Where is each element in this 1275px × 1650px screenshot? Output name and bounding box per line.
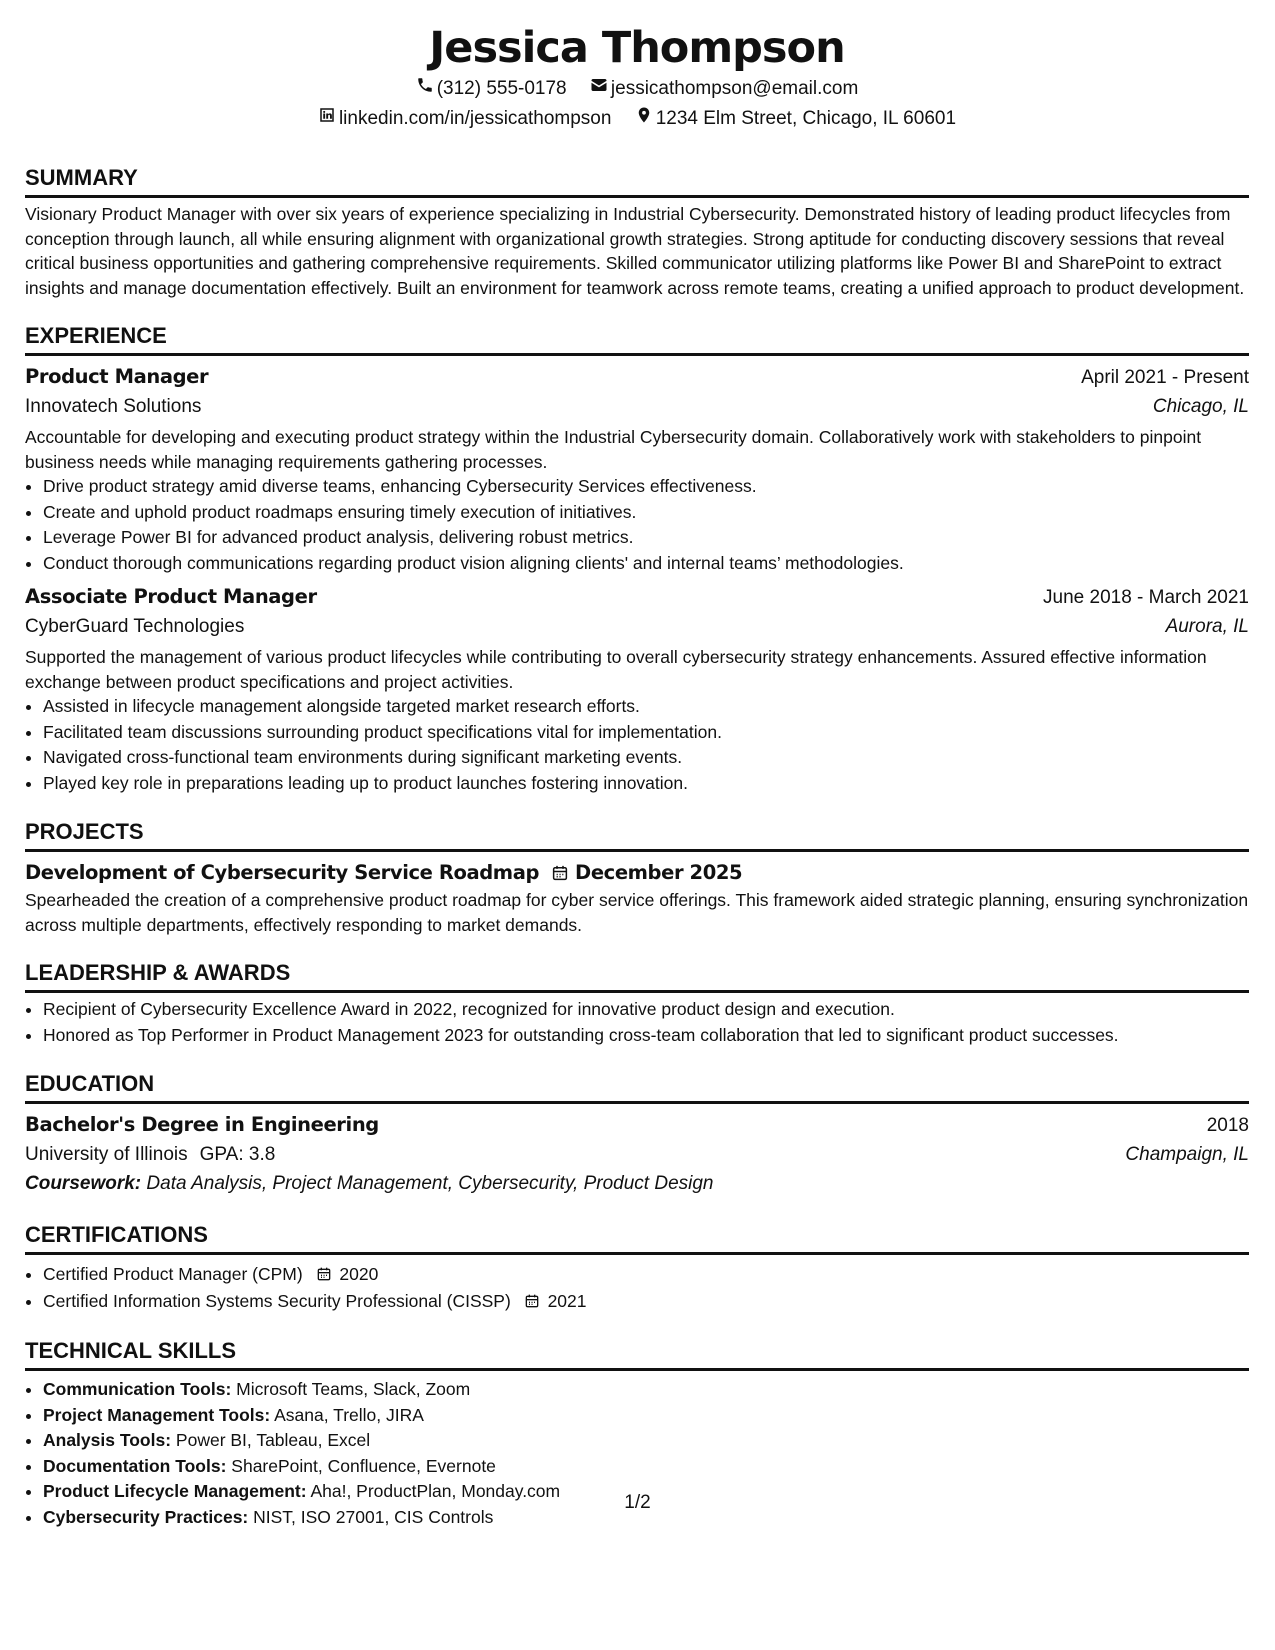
leadership-section (25, 959, 1249, 1048)
list-item: • Navigated cross-functional team environments during significant marketing events. (43, 745, 1249, 771)
section-title: EXPERIENCE (25, 322, 1249, 356)
coursework-label: Coursework: (25, 1173, 142, 1194)
skill-label: Analysis Tools: (43, 1430, 172, 1450)
projects-section (25, 818, 1249, 937)
summary-section (25, 164, 1249, 300)
graduation-year: 2018 (1206, 1115, 1249, 1136)
list-item (43, 1403, 1249, 1429)
email-text[interactable]: jessicathompson@email.com (610, 78, 859, 99)
job-description: Supported the management of various product lifecycles while contributing to overall cybersecurity strategy enhancements. Assured effective information exchange between product specifications and project activities. (25, 647, 1207, 692)
project-header (25, 858, 1249, 888)
degree: Bachelor's Degree in Engineering (25, 1113, 379, 1136)
section-title: LEADERSHIP & AWARDS (25, 959, 1249, 993)
list-item (43, 1288, 1249, 1315)
skill-label: Project Management Tools: (43, 1404, 271, 1425)
resume-page (25, 22, 1249, 1530)
phone-contact (416, 74, 567, 104)
section-title: TECHNICAL SKILLS (25, 1337, 1249, 1371)
contact-row-2 (25, 104, 1249, 134)
map-pin-icon (635, 104, 656, 134)
summary-text: Visionary Product Manager with over six years of experience specializing in Industrial Cybersecurity. Demonstrated history of leading product lifecycles from conception through launch, all while ensuring alignment with organizational growth strategies. Strong aptitude for conducting discovery sessions that reveal critical business opportunities and gathering comprehensive requirements. Skilled communicator utilizing platforms like Power BI and SharePoint to extract insights and manage documentation effectively. Built an environment for teamwork across remote teams, creating a unified approach to product development. (25, 204, 1245, 298)
phone-text: (312) 555-0178 (436, 78, 567, 99)
skill-label: Product Lifecycle Management: (43, 1481, 307, 1501)
linkedin-icon (318, 104, 339, 134)
cert-name: Certified Information Systems Security Professional (CISSP) (43, 1291, 511, 1311)
job-role: Associate Product Manager (25, 585, 317, 608)
experience-section (25, 322, 1249, 796)
certifications-section (25, 1221, 1249, 1315)
list-item: • Leverage Power BI for advanced product analysis, delivering robust metrics. (43, 525, 1249, 551)
calendar-icon (551, 864, 569, 882)
project-date: December 2025 (575, 861, 743, 884)
project-description: Spearheaded the creation of a comprehensive product roadmap for cyber service offerings. This framework aided strategic planning, ensuring synchronization across multiple departments, effectively responding to market demands. (25, 890, 1249, 935)
calendar-icon (316, 1266, 332, 1282)
list-item (43, 1428, 1249, 1454)
job-company: Innovatech Solutions (25, 396, 202, 417)
awards-list (25, 997, 1249, 1048)
job-entry (25, 362, 1249, 576)
linkedin-contact[interactable] (318, 104, 611, 134)
school-name: University of Illinois (25, 1144, 188, 1165)
job-dates: June 2018 - March 2021 (1043, 587, 1249, 608)
section-title: EDUCATION (25, 1070, 1249, 1104)
list-item: • Facilitated team discussions surrounding product specifications vital for implementation. (43, 720, 1249, 746)
job-company: CyberGuard Technologies (25, 616, 245, 637)
certifications-list (25, 1261, 1249, 1315)
address-text: 1234 Elm Street, Chicago, IL 60601 (655, 108, 957, 129)
page-number: 1/2 (624, 1492, 651, 1513)
coursework-list: Data Analysis, Project Management, Cybersecurity, Product Design (146, 1173, 714, 1194)
job-role: Product Manager (25, 365, 209, 388)
skill-label: Communication Tools: (43, 1379, 232, 1399)
cert-year: 2020 (339, 1264, 379, 1284)
project-name: Development of Cybersecurity Service Roadmap (25, 861, 540, 884)
skill-value: Microsoft Teams, Slack, Zoom (236, 1379, 471, 1399)
skill-label: Cybersecurity Practices: (43, 1506, 249, 1527)
school-location: Champaign, IL (1125, 1144, 1249, 1165)
envelope-icon (590, 74, 611, 104)
gpa: GPA: 3.8 (199, 1144, 276, 1165)
list-item: • Recipient of Cybersecurity Excellence Award in 2022, recognized for innovative product design and execution. (43, 997, 1249, 1023)
skill-value: SharePoint, Confluence, Evernote (231, 1455, 496, 1476)
job-location: Aurora, IL (1165, 616, 1249, 637)
skill-value: NIST, ISO 27001, CIS Controls (253, 1506, 494, 1527)
section-title: PROJECTS (25, 818, 1249, 852)
linkedin-text[interactable]: linkedin.com/in/jessicathompson (338, 108, 612, 129)
candidate-name: Jessica Thompson (429, 23, 845, 73)
list-item: • Assisted in lifecycle management alongside targeted market research efforts. (43, 694, 1249, 720)
contact-row-1 (25, 74, 1249, 104)
skill-value: Power BI, Tableau, Excel (175, 1430, 371, 1450)
job-description: Accountable for developing and executing product strategy within the Industrial Cybersecurity domain. Collaboratively work with stakeholders to pinpoint business needs while managing requirements gathering processes. (25, 427, 1202, 472)
job-dates: April 2021 - Present (1081, 367, 1249, 388)
job-bullets (25, 694, 1249, 796)
education-section (25, 1070, 1249, 1199)
list-item: • Drive product strategy amid diverse teams, enhancing Cybersecurity Services effectiveness. (43, 474, 1249, 500)
job-entry (25, 582, 1249, 796)
list-item (43, 1261, 1249, 1288)
coursework (25, 1169, 1249, 1199)
section-title: SUMMARY (25, 164, 1249, 198)
calendar-icon (524, 1293, 540, 1309)
school-line (25, 1141, 275, 1169)
list-item: • Played key role in preparations leading up to product launches fostering innovation. (43, 771, 1249, 797)
list-item: • Conduct thorough communications regarding product vision aligning clients' and internal teams’ methodologies. (43, 551, 1249, 577)
list-item (43, 1454, 1249, 1480)
skill-value: Asana, Trello, JIRA (274, 1404, 424, 1425)
email-contact[interactable] (590, 74, 858, 104)
job-location: Chicago, IL (1152, 396, 1249, 417)
cert-name: Certified Product Manager (CPM) (43, 1264, 303, 1284)
cert-year: 2021 (547, 1291, 587, 1311)
section-title: CERTIFICATIONS (25, 1221, 1249, 1255)
skill-value: Aha!, ProductPlan, Monday.com (310, 1481, 561, 1501)
list-item (43, 1377, 1249, 1403)
phone-icon (416, 74, 437, 104)
skill-label: Documentation Tools: (43, 1455, 227, 1476)
list-item: • Honored as Top Performer in Product Management 2023 for outstanding cross-team collaboration that led to significant product successes. (43, 1023, 1249, 1049)
address-contact (635, 104, 956, 134)
job-bullets (25, 474, 1249, 576)
list-item: • Create and uphold product roadmaps ensuring timely execution of initiatives. (43, 500, 1249, 526)
